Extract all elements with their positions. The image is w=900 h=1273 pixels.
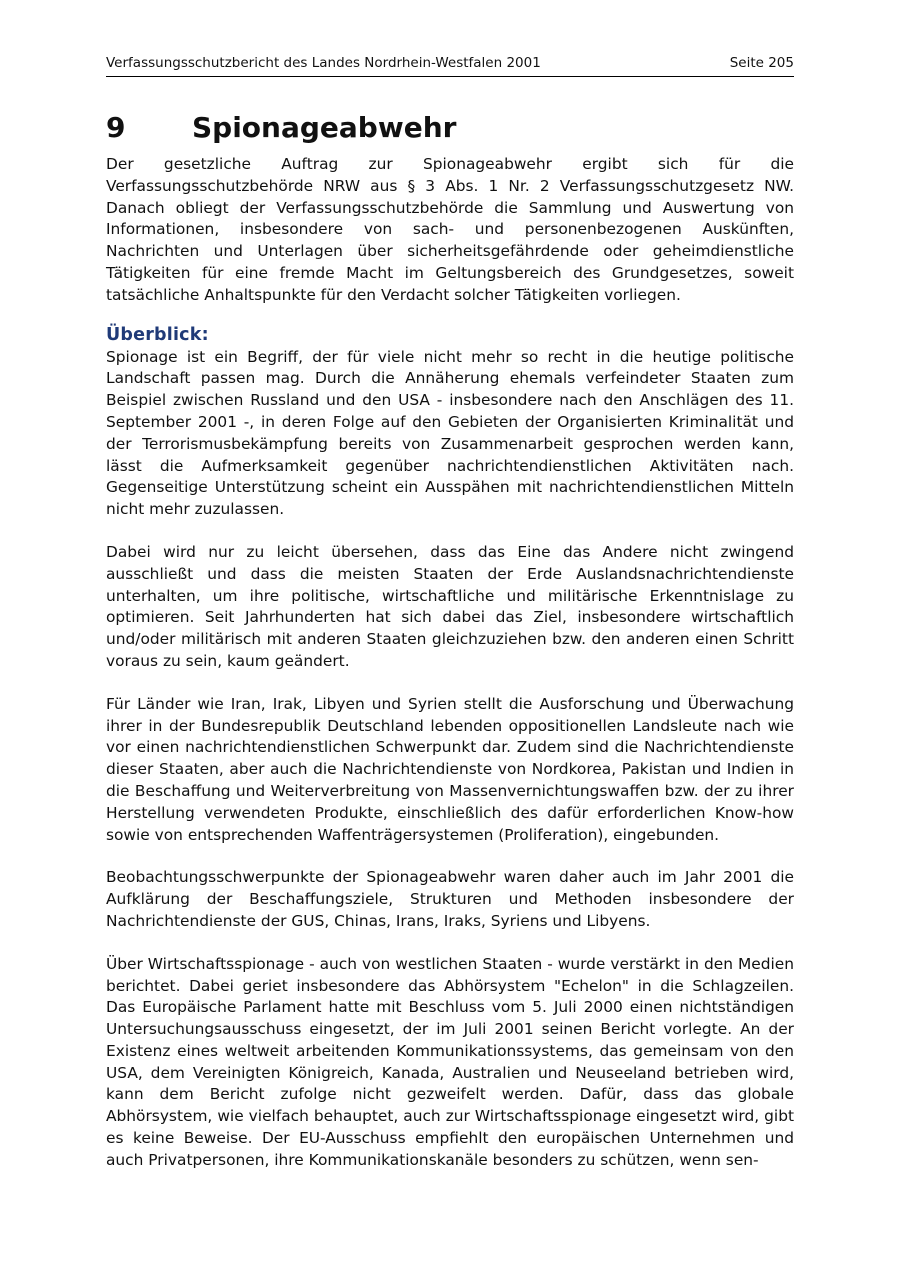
section-heading: Überblick: <box>106 324 209 345</box>
body-paragraph: Dabei wird nur zu leicht übersehen, dass das Eine das Andere nicht zwingend ausschließt und dass die meisten Staaten der Erde Auslandsnachrichtendienste unterhalten, um ihre politische, wirtschaftliche und militärische Erkenntnislage zu optimieren. Seit Jahrhunderten hat sich dabei das Ziel, insbesondere wirtschaftlich und/oder militärisch mit anderen Staaten gleichzuziehen bzw. den anderen einen Schritt voraus zu sein, kaum geändert. <box>106 542 794 670</box>
chapter-heading <box>106 108 794 148</box>
chapter-number: 9 <box>106 111 126 144</box>
body-paragraph: Für Länder wie Iran, Irak, Libyen und Syrien stellt die Ausforschung und Überwachung ihrer in der Bundesrepublik Deutschland lebenden oppositionellen Landsleute nach wie vor einen nachrichtendienstlichen Schwerpunkt dar. Zudem sind die Nachrichtendienste dieser Staaten, aber auch die Nachrichtendienste von Nordkorea, Pakistan und Indien in die Beschaffung und Weiterverbreitung von Massenvernichtungswaffen bzw. der zu ihrer Herstellung verwendeten Produkte, einschließlich des dafür erforderlichen Know-how sowie von entsprechenden Waffenträgersystemen (Proliferation), eingebunden. <box>106 694 794 844</box>
page-header <box>106 52 794 77</box>
document-title: Verfassungsschutzbericht des Landes Nordrhein-Westfalen 2001 <box>106 55 541 71</box>
page-number: Seite 205 <box>729 55 794 71</box>
chapter-title: Spionageabwehr <box>192 111 457 144</box>
intro-paragraph: Der gesetzliche Auftrag zur Spionageabwehr ergibt sich für die Verfassungsschutzbehörde NRW aus § 3 Abs. 1 Nr. 2 Verfassungsschutzgesetz NW. Danach obliegt der Verfassungsschutzbehörde die Sammlung und Auswertung von Informationen, insbesondere von sach- und personenbezogenen Auskünften, Nachrichten und Unterlagen über sicherheitsgefährdende oder geheimdienstliche Tätigkeiten für eine fremde Macht im Geltungsbereich des Grundgesetzes, soweit tatsächliche Anhaltspunkte für den Verdacht solcher Tätigkeiten vorliegen. <box>106 155 794 304</box>
body-paragraph: Über Wirtschaftsspionage - auch von westlichen Staaten - wurde verstärkt in den Medien berichtet. Dabei geriet insbesondere das Abhörsystem "Echelon" in die Schlagzeilen. Das Europäische Parlament hatte mit Beschluss vom 5. Juli 2000 einen nichtständigen Untersuchungsausschuss eingesetzt, der im Juli 2001 seinen Bericht vorlegte. An der Existenz eines weltweit arbeitenden Kommunikationssystems, das gemeinsam von den USA, dem Vereinigten Königreich, Kanada, Australien und Neuseeland betrieben wird, kann dem Bericht zufolge nicht gezweifelt werden. Dafür, dass das globale Abhörsystem, wie vielfach behauptet, auch zur Wirtschaftsspionage eingesetzt wird, gibt es keine Beweise. Der EU-Ausschuss empfiehlt den europäischen Unternehmen und auch Privatpersonen, ihre Kommunikationskanäle besonders zu schützen, wenn sen- <box>106 954 794 1169</box>
body-paragraph: Spionage ist ein Begriff, der für viele nicht mehr so recht in die heutige politische Landschaft passen mag. Durch die Annäherung ehemals verfeindeter Staaten zum Beispiel zwischen Russland und den USA - insbesondere nach den Anschlägen des 11. September 2001 -, in deren Folge auf den Gebieten der Organisierten Kriminalität und der Terrorismusbekämpfung bereits von Zusammenarbeit gesprochen werden kann, lässt die Aufmerksamkeit gegenüber nachrichtendienstlichen Aktivitäten nach. Gegenseitige Unterstützung scheint ein Ausspähen mit nachrichtendienstlichen Mitteln nicht mehr zuzulassen. <box>106 347 794 519</box>
body-paragraph: Beobachtungsschwerpunkte der Spionageabwehr waren daher auch im Jahr 2001 die Aufklärung der Beschaffungsziele, Strukturen und Methoden insbesondere der Nachrichtendienste der GUS, Chinas, Irans, Iraks, Syriens und Libyens. <box>106 868 794 930</box>
body-content <box>106 154 794 1193</box>
